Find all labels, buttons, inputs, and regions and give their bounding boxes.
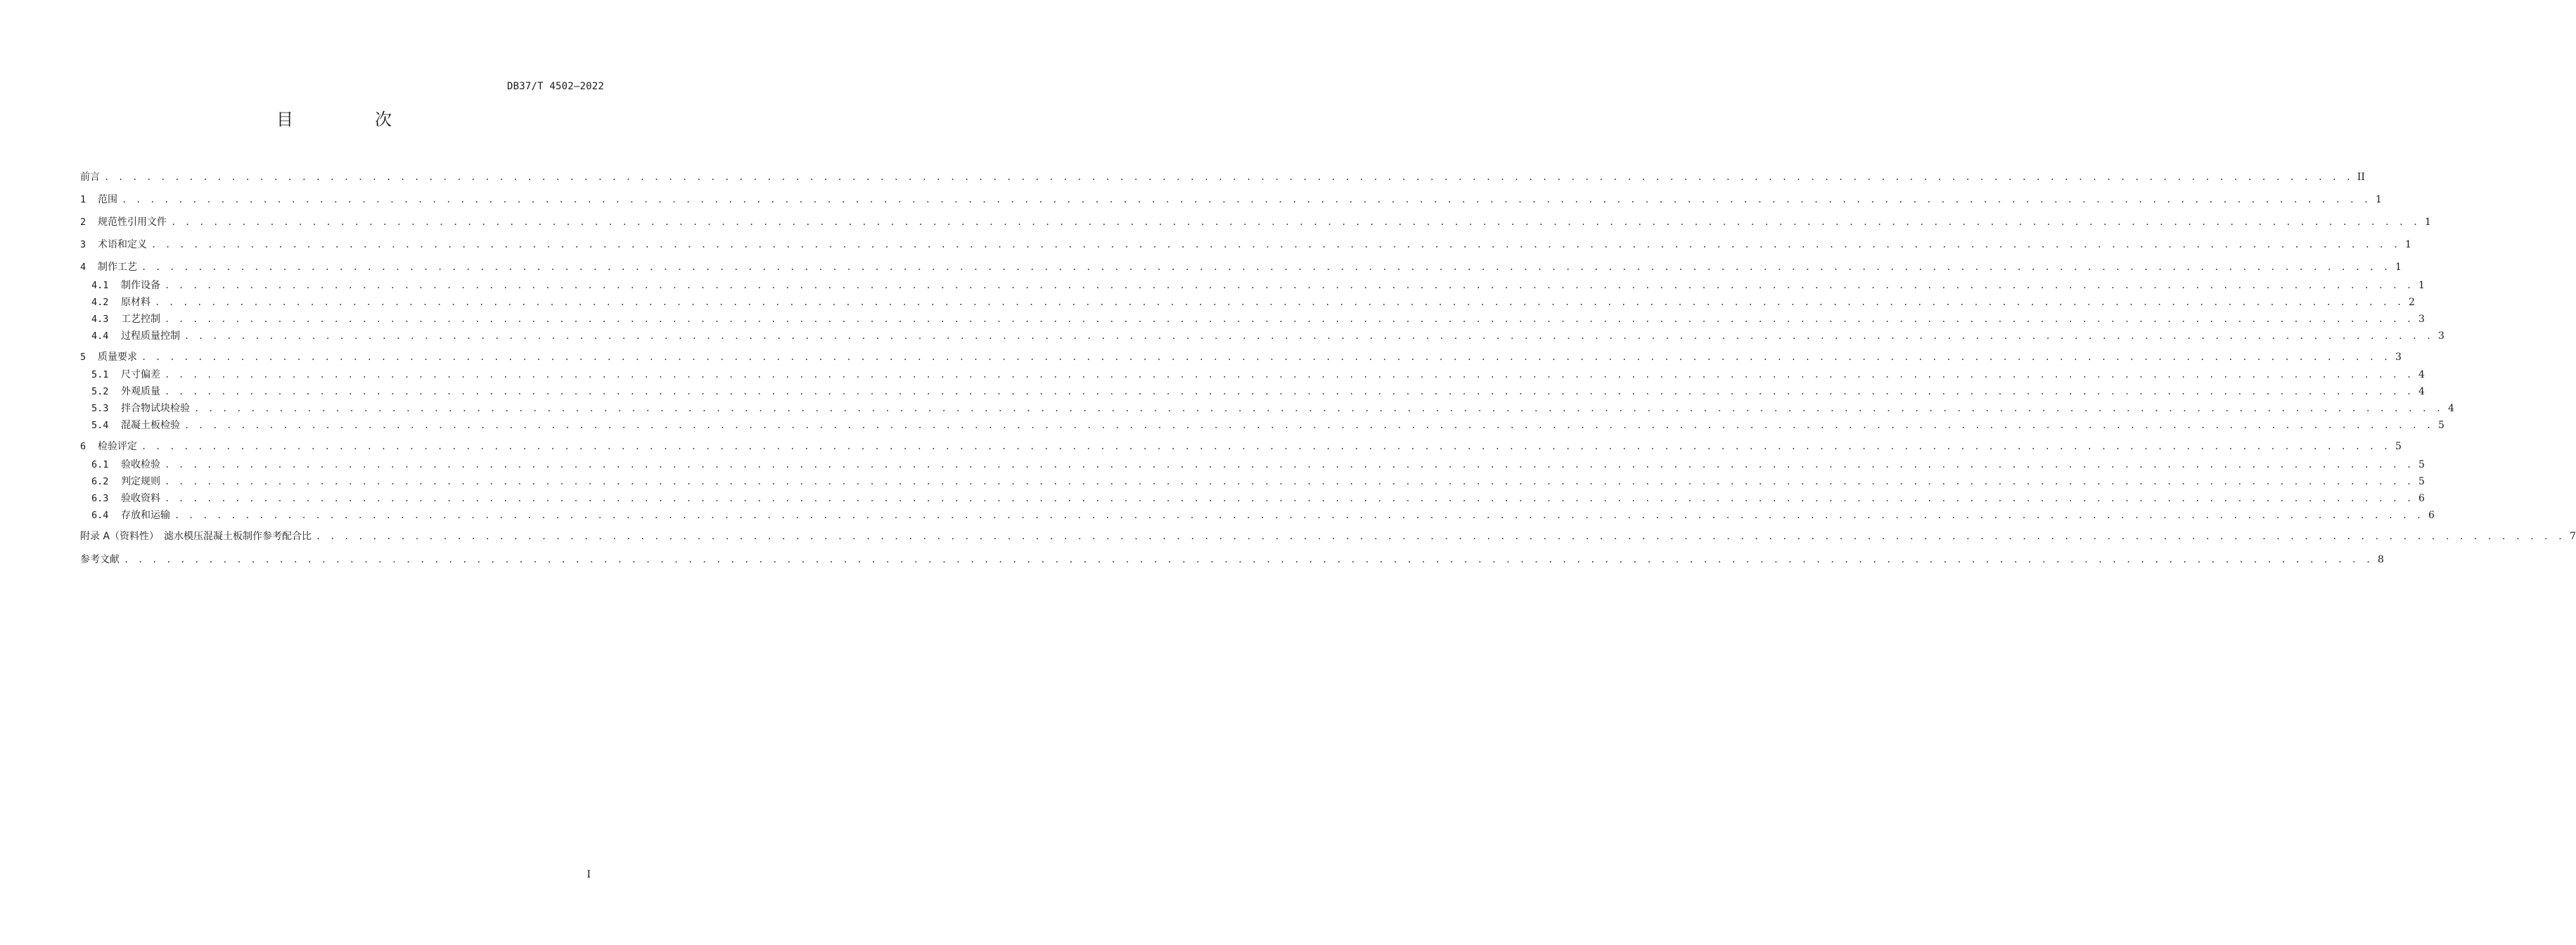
toc-entry-number: 5.2: [91, 386, 109, 397]
doc-code: DB37/T 4502—2022: [506, 81, 604, 92]
toc-entry-title: 混凝土板检验: [121, 420, 180, 431]
toc-leader-dots: . . . . . . . . . . . . . . . . . . . . . . . . . . . . . . . . . . . . . . . . . . . . . . . . . . . . . . . . . . . . . . . . . . . . . . . . . . . . . . . . . . . . . . . . . . . . . . . . . . . . . . . . . . . . . . . . . . . . . . . . . . . . . . . . . . . . . . . . . . . . . . . . . . . . . . . . . . . . . . . .: [165, 494, 2414, 503]
toc-leader-dots: . . . . . . . . . . . . . . . . . . . . . . . . . . . . . . . . . . . . . . . . . . . . . . . . . . . . . . . . . . . . . . . . . . . . . . . . . . . . . . . . . . . . . . . . . . . . . . . . . . . . . . . . . . . . . . . . . . . . . . . . . . . . . . . . . . . . . . . . . . . . . . . . . . . . . . . . . . . . . . . .: [165, 281, 2414, 290]
toc-leader-dots: . . . . . . . . . . . . . . . . . . . . . . . . . . . . . . . . . . . . . . . . . . . . . . . . . . . . . . . . . . . . . . . . . . . . . . . . . . . . . . . . . . . . . . . . . . . . . . . . . . . . . . . . . . . . . . . . . . . . . . . . . . . . . . . . . . . . . . . . . . . . . . . . . . . . . . . . . . . . . . . .: [165, 477, 2414, 487]
toc-leader-dots: . . . . . . . . . . . . . . . . . . . . . . . . . . . . . . . . . . . . . . . . . . . . . . . . . . . . . . . . . . . . . . . . . . . . . . . . . . . . . . . . . . . . . . . . . . . . . . . . . . . . . . . . . . . . . . . . . . . . . . . . . . . . . . . . . . . . . . . . . . . . . . . . . . . . . . . . . . . . . . . .: [141, 442, 2390, 451]
toc-entry-page: 1: [2404, 239, 2411, 250]
toc-entry-title: 前言: [80, 172, 100, 183]
toc-entry-page: 5: [2418, 476, 2425, 487]
page-number: I: [587, 869, 591, 880]
toc-entry-title: 质量要求: [98, 352, 137, 363]
toc-entry-page: 1: [2395, 262, 2402, 273]
toc-entry-page: 6: [2428, 510, 2435, 521]
toc-entry-page: II: [2357, 172, 2365, 183]
toc-entry[interactable]: [91, 491, 2425, 506]
toc-entry-page: 6: [2418, 493, 2425, 504]
toc-leader-dots: . . . . . . . . . . . . . . . . . . . . . . . . . . . . . . . . . . . . . . . . . . . . . . . . . . . . . . . . . . . . . . . . . . . . . . . . . . . . . . . . . . . . . . . . . . . . . . . . . . . . . . . . . . . . . . . . . . . . . . . . . . . . . . . . . . . . . . . . . . . . . . . . . . . . . . . . . . . . . . . .: [316, 532, 2565, 541]
toc-entry[interactable]: [91, 385, 2425, 399]
toc-leader-dots: . . . . . . . . . . . . . . . . . . . . . . . . . . . . . . . . . . . . . . . . . . . . . . . . . . . . . . . . . . . . . . . . . . . . . . . . . . . . . . . . . . . . . . . . . . . . . . . . . . . . . . . . . . . . . . . . . . . . . . . . . . . . . . . . . . . . . . . . . . . . . . . . . . . . . . . . . . . . . . . .: [194, 404, 2443, 413]
toc-entry-title: 参考文献: [80, 554, 120, 565]
toc-leader-dots: . . . . . . . . . . . . . . . . . . . . . . . . . . . . . . . . . . . . . . . . . . . . . . . . . . . . . . . . . . . . . . . . . . . . . . . . . . . . . . . . . . . . . . . . . . . . . . . . . . . . . . . . . . . . . . . . . . . . . . . . . . . . . . . . . . . . . . . . . . . . . . . . . . . . . . . . . . . . . . . .: [104, 172, 2353, 182]
toc-leader-dots: . . . . . . . . . . . . . . . . . . . . . . . . . . . . . . . . . . . . . . . . . . . . . . . . . . . . . . . . . . . . . . . . . . . . . . . . . . . . . . . . . . . . . . . . . . . . . . . . . . . . . . . . . . . . . . . . . . . . . . . . . . . . . . . . . . . . . . . . . . . . . . . . . . . . . . . . . . . . . . . .: [155, 297, 2404, 307]
toc-entry[interactable]: [80, 553, 2384, 567]
toc-entry-number: 5.3: [91, 403, 109, 414]
toc-entry-title: 规范性引用文件: [98, 217, 167, 228]
page-title: 目 次: [276, 110, 424, 129]
toc-entry[interactable]: [91, 475, 2425, 489]
toc-entry-number: 4: [80, 262, 86, 273]
toc-leader-dots: . . . . . . . . . . . . . . . . . . . . . . . . . . . . . . . . . . . . . . . . . . . . . . . . . . . . . . . . . . . . . . . . . . . . . . . . . . . . . . . . . . . . . . . . . . . . . . . . . . . . . . . . . . . . . . . . . . . . . . . . . . . . . . . . . . . . . . . . . . . . . . . . . . . . . . . . . . . . . . . .: [165, 314, 2414, 324]
toc-leader-dots: . . . . . . . . . . . . . . . . . . . . . . . . . . . . . . . . . . . . . . . . . . . . . . . . . . . . . . . . . . . . . . . . . . . . . . . . . . . . . . . . . . . . . . . . . . . . . . . . . . . . . . . . . . . . . . . . . . . . . . . . . . . . . . . . . . . . . . . . . . . . . . . . . . . . . . . . . . . . . . . .: [174, 510, 2423, 520]
toc-leader-dots: . . . . . . . . . . . . . . . . . . . . . . . . . . . . . . . . . . . . . . . . . . . . . . . . . . . . . . . . . . . . . . . . . . . . . . . . . . . . . . . . . . . . . . . . . . . . . . . . . . . . . . . . . . . . . . . . . . . . . . . . . . . . . . . . . . . . . . . . . . . . . . . . . . . . . . . . . . . . . . . .: [141, 262, 2390, 272]
toc-leader-dots: . . . . . . . . . . . . . . . . . . . . . . . . . . . . . . . . . . . . . . . . . . . . . . . . . . . . . . . . . . . . . . . . . . . . . . . . . . . . . . . . . . . . . . . . . . . . . . . . . . . . . . . . . . . . . . . . . . . . . . . . . . . . . . . . . . . . . . . . . . . . . . . . . . . . . . . . . . . . . . . .: [165, 460, 2414, 470]
toc-entry-page: 3: [2418, 314, 2425, 325]
toc-leader-dots: . . . . . . . . . . . . . . . . . . . . . . . . . . . . . . . . . . . . . . . . . . . . . . . . . . . . . . . . . . . . . . . . . . . . . . . . . . . . . . . . . . . . . . . . . . . . . . . . . . . . . . . . . . . . . . . . . . . . . . . . . . . . . . . . . . . . . . . . . . . . . . . . . . . . . . . . . . . . . . . .: [165, 370, 2414, 380]
toc-entry[interactable]: [80, 439, 2402, 454]
toc-entry-number: 2: [80, 217, 86, 228]
toc-entry[interactable]: [91, 312, 2425, 326]
toc-entry-title: 过程质量控制: [121, 330, 180, 342]
toc-leader-dots: . . . . . . . . . . . . . . . . . . . . . . . . . . . . . . . . . . . . . . . . . . . . . . . . . . . . . . . . . . . . . . . . . . . . . . . . . . . . . . . . . . . . . . . . . . . . . . . . . . . . . . . . . . . . . . . . . . . . . . . . . . . . . . . . . . . . . . . . . . . . . . . . . . . . . . . . . . . . . . . .: [151, 240, 2400, 250]
toc-leader-dots: . . . . . . . . . . . . . . . . . . . . . . . . . . . . . . . . . . . . . . . . . . . . . . . . . . . . . . . . . . . . . . . . . . . . . . . . . . . . . . . . . . . . . . . . . . . . . . . . . . . . . . . . . . . . . . . . . . . . . . . . . . . . . . . . . . . . . . . . . . . . . . . . . . . . . . . . . . . . . . . .: [122, 195, 2371, 205]
toc-entry-page: 5: [2418, 459, 2425, 470]
toc-entry-title: 术语和定义: [98, 239, 147, 250]
toc-entry-page: 7: [2569, 531, 2576, 542]
toc-entry-number: 6.3: [91, 493, 109, 504]
toc-entry[interactable]: [91, 329, 2444, 343]
toc-entry[interactable]: [91, 278, 2425, 292]
toc-entry[interactable]: [80, 215, 2431, 229]
toc-entry-title: 制作设备: [121, 280, 160, 291]
toc-entry[interactable]: [91, 418, 2444, 432]
toc-entry-title: 验收资料: [121, 493, 160, 504]
toc-leader-dots: . . . . . . . . . . . . . . . . . . . . . . . . . . . . . . . . . . . . . . . . . . . . . . . . . . . . . . . . . . . . . . . . . . . . . . . . . . . . . . . . . . . . . . . . . . . . . . . . . . . . . . . . . . . . . . . . . . . . . . . . . . . . . . . . . . . . . . . . . . . . . . . . . . . . . . . . . . . . . . . .: [124, 555, 2373, 565]
toc-entry[interactable]: [91, 458, 2425, 472]
toc-entry-number: 4.3: [91, 314, 109, 325]
toc-entry-title: 原材料: [121, 297, 150, 308]
toc-leader-dots: . . . . . . . . . . . . . . . . . . . . . . . . . . . . . . . . . . . . . . . . . . . . . . . . . . . . . . . . . . . . . . . . . . . . . . . . . . . . . . . . . . . . . . . . . . . . . . . . . . . . . . . . . . . . . . . . . . . . . . . . . . . . . . . . . . . . . . . . . . . . . . . . . . . . . . . . . . . . . . . .: [141, 352, 2390, 362]
toc-leader-dots: . . . . . . . . . . . . . . . . . . . . . . . . . . . . . . . . . . . . . . . . . . . . . . . . . . . . . . . . . . . . . . . . . . . . . . . . . . . . . . . . . . . . . . . . . . . . . . . . . . . . . . . . . . . . . . . . . . . . . . . . . . . . . . . . . . . . . . . . . . . . . . . . . . . . . . . . . . . . . . . .: [165, 387, 2414, 397]
toc-entry-page: 4: [2418, 369, 2425, 380]
toc-entry[interactable]: [80, 170, 2365, 184]
toc-entry-number: 3: [80, 239, 86, 250]
toc-entry-page: 5: [2395, 441, 2402, 452]
toc-leader-dots: . . . . . . . . . . . . . . . . . . . . . . . . . . . . . . . . . . . . . . . . . . . . . . . . . . . . . . . . . . . . . . . . . . . . . . . . . . . . . . . . . . . . . . . . . . . . . . . . . . . . . . . . . . . . . . . . . . . . . . . . . . . . . . . . . . . . . . . . . . . . . . . . . . . . . . . . . . . . . . . .: [184, 331, 2433, 341]
toc-entry-number: 6.2: [91, 476, 109, 487]
toc-entry-title: 存放和运输: [121, 510, 170, 521]
toc-entry[interactable]: [80, 260, 2402, 274]
toc-entry-number: 6.4: [91, 510, 109, 521]
toc-entry-number: 4.2: [91, 297, 109, 308]
toc-entry-number: 6: [80, 441, 86, 452]
toc-leader-dots: . . . . . . . . . . . . . . . . . . . . . . . . . . . . . . . . . . . . . . . . . . . . . . . . . . . . . . . . . . . . . . . . . . . . . . . . . . . . . . . . . . . . . . . . . . . . . . . . . . . . . . . . . . . . . . . . . . . . . . . . . . . . . . . . . . . . . . . . . . . . . . . . . . . . . . . . . . . . . . . .: [171, 217, 2420, 227]
toc-entry-page: 8: [2377, 554, 2384, 565]
toc-entry-number: 5: [80, 352, 86, 363]
toc-entry-page: 3: [2395, 352, 2402, 363]
toc-entry[interactable]: [80, 238, 2411, 252]
toc-entry-page: 1: [2424, 217, 2431, 228]
toc-entry-page: 4: [2418, 386, 2425, 397]
toc-entry-number: 1: [80, 194, 86, 205]
toc-entry-title: 外观质量: [121, 386, 160, 397]
toc-entry-title: 检验评定: [98, 441, 137, 452]
toc-entry[interactable]: [80, 193, 2382, 207]
toc-entry-number: 6.1: [91, 459, 109, 470]
toc-entry-page: 5: [2437, 420, 2444, 431]
toc-entry-title: 拌合物试块检验: [121, 403, 190, 414]
toc-entry-number: 5.4: [91, 420, 109, 431]
toc-entry[interactable]: [91, 295, 2415, 309]
toc-entry-number: 4.1: [91, 280, 109, 291]
toc-entry-title: 工艺控制: [121, 314, 160, 325]
toc-entry-title: 验收检验: [121, 459, 160, 470]
toc-entry-page: 2: [2408, 297, 2415, 308]
toc-entry-title: 尺寸偏差: [121, 369, 160, 380]
toc-entry-page: 4: [2447, 403, 2454, 414]
toc-entry-title: 判定规则: [121, 476, 160, 487]
toc-entry[interactable]: [91, 368, 2425, 382]
toc-entry-number: 4.4: [91, 330, 109, 342]
toc-entry-page: 3: [2437, 330, 2444, 342]
toc-entry-title: 附录 A（资料性） 滤水模压混凝土板制作参考配合比: [80, 531, 312, 542]
toc-entry-title: 制作工艺: [98, 262, 137, 273]
toc-entry-page: 1: [2418, 280, 2425, 291]
toc-entry[interactable]: [80, 529, 2576, 544]
toc-entry[interactable]: [91, 508, 2435, 522]
toc-entry-number: 5.1: [91, 369, 109, 380]
toc-entry-title: 范围: [98, 194, 117, 205]
toc-entry[interactable]: [80, 350, 2402, 364]
toc-entry[interactable]: [91, 401, 2454, 416]
toc-leader-dots: . . . . . . . . . . . . . . . . . . . . . . . . . . . . . . . . . . . . . . . . . . . . . . . . . . . . . . . . . . . . . . . . . . . . . . . . . . . . . . . . . . . . . . . . . . . . . . . . . . . . . . . . . . . . . . . . . . . . . . . . . . . . . . . . . . . . . . . . . . . . . . . . . . . . . . . . . . . . . . . .: [184, 420, 2433, 430]
toc-entry-page: 1: [2375, 194, 2382, 205]
